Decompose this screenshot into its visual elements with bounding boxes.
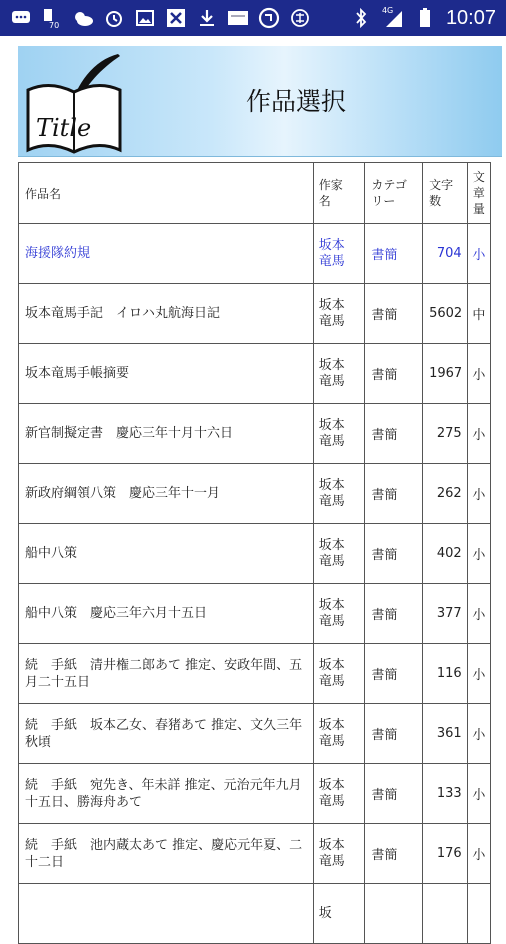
char-count-cell[interactable]: 262 bbox=[423, 464, 468, 524]
author-cell[interactable] bbox=[313, 464, 365, 524]
author-name: 坂本竜馬 bbox=[318, 357, 345, 389]
volume-cell[interactable]: 小 bbox=[467, 584, 490, 644]
volume-cell[interactable] bbox=[467, 884, 490, 944]
network-type-label: 4G bbox=[381, 6, 394, 15]
sync-icon bbox=[258, 7, 280, 29]
work-title-cell[interactable] bbox=[19, 644, 314, 704]
work-title: 坂本竜馬手帳摘要 bbox=[25, 366, 130, 381]
author-cell[interactable] bbox=[313, 764, 365, 824]
author-name: 坂本竜馬 bbox=[318, 597, 345, 629]
char-count-cell[interactable]: 275 bbox=[423, 404, 468, 464]
work-title-cell[interactable] bbox=[19, 344, 314, 404]
author-name: 坂本竜馬 bbox=[318, 417, 345, 449]
category-cell[interactable] bbox=[365, 884, 423, 944]
bluetooth-icon bbox=[350, 7, 372, 29]
author-name: 坂本竜馬 bbox=[318, 837, 345, 869]
signal-icon bbox=[382, 7, 404, 29]
work-title: 坂本竜馬手記 イロハ丸航海日記 bbox=[25, 306, 221, 321]
category-cell[interactable]: 書簡 bbox=[365, 404, 423, 464]
svg-text:70: 70 bbox=[49, 21, 60, 30]
work-title: 海援隊約規 bbox=[25, 246, 91, 261]
svg-text:Title: Title bbox=[36, 114, 92, 142]
work-title: 続 手紙 宛先き、年未詳 推定、元治元年九月十五日、勝海舟あて bbox=[25, 777, 302, 810]
alarm-icon bbox=[103, 7, 125, 29]
author-cell[interactable] bbox=[313, 704, 365, 764]
category-cell[interactable]: 書簡 bbox=[365, 644, 423, 704]
page-title: 作品選択 bbox=[246, 87, 347, 116]
battery-percent-icon bbox=[41, 7, 63, 29]
table-row[interactable] bbox=[19, 404, 491, 464]
works-table-container[interactable] bbox=[18, 162, 491, 921]
work-title: 続 手紙 清井権二郎あて 推定、安政年間、五月二十五日 bbox=[25, 657, 303, 690]
table-row[interactable] bbox=[19, 584, 491, 644]
volume-cell[interactable]: 小 bbox=[467, 704, 490, 764]
author-name: 坂本竜馬 bbox=[318, 297, 345, 329]
category-cell[interactable]: 書簡 bbox=[365, 464, 423, 524]
work-title: 続 手紙 池内蔵太あて 推定、慶応元年夏、二十二日 bbox=[25, 837, 303, 870]
work-title: 新政府綱領八策 慶応三年十一月 bbox=[25, 486, 221, 501]
author-name: 坂本竜馬 bbox=[318, 537, 345, 569]
table-row[interactable] bbox=[19, 464, 491, 524]
category-cell[interactable]: 書簡 bbox=[365, 344, 423, 404]
author-name: 坂本竜馬 bbox=[318, 777, 345, 809]
message-icon bbox=[10, 7, 32, 29]
work-title-cell[interactable] bbox=[19, 704, 314, 764]
column-header-volume[interactable]: 文章量 bbox=[467, 163, 490, 224]
author-cell[interactable] bbox=[313, 404, 365, 464]
work-title-cell[interactable] bbox=[19, 524, 314, 584]
column-header-count[interactable]: 文字数 bbox=[423, 163, 468, 224]
work-title: 船中八策 慶応三年六月十五日 bbox=[25, 606, 208, 621]
header-banner bbox=[18, 46, 502, 157]
author-cell[interactable] bbox=[313, 584, 365, 644]
table-row[interactable] bbox=[19, 884, 491, 944]
author-name: 坂本竜馬 bbox=[318, 657, 345, 689]
gallery-icon bbox=[134, 7, 156, 29]
char-count-cell[interactable]: 402 bbox=[423, 524, 468, 584]
volume-cell[interactable]: 小 bbox=[467, 524, 490, 584]
volume-cell[interactable]: 中 bbox=[467, 284, 490, 344]
author-name: 坂本竜馬 bbox=[318, 237, 345, 269]
volume-cell[interactable]: 小 bbox=[467, 404, 490, 464]
category-cell[interactable]: 書簡 bbox=[365, 224, 423, 284]
char-count-cell[interactable]: 377 bbox=[423, 584, 468, 644]
work-title-cell[interactable] bbox=[19, 224, 314, 284]
work-title: 続 手紙 坂本乙女、春猪あて 推定、文久三年秋頃 bbox=[25, 717, 303, 750]
japanese-app-icon bbox=[289, 7, 311, 29]
x-app-icon bbox=[165, 7, 187, 29]
char-count-cell[interactable] bbox=[423, 884, 468, 944]
work-title-cell[interactable] bbox=[19, 284, 314, 344]
news-icon bbox=[227, 7, 249, 29]
work-title-cell[interactable] bbox=[19, 764, 314, 824]
table-row[interactable] bbox=[19, 344, 491, 404]
battery-icon bbox=[414, 7, 436, 29]
category-cell[interactable]: 書簡 bbox=[365, 764, 423, 824]
table-row[interactable] bbox=[19, 284, 491, 344]
status-bar bbox=[0, 0, 506, 36]
clock: 10:07 bbox=[445, 6, 496, 29]
work-title-cell[interactable] bbox=[19, 464, 314, 524]
category-cell[interactable]: 書簡 bbox=[365, 824, 423, 884]
char-count-cell[interactable]: 133 bbox=[423, 764, 468, 824]
char-count-cell[interactable]: 704 bbox=[423, 224, 468, 284]
work-title-cell[interactable] bbox=[19, 884, 314, 944]
category-cell[interactable]: 書簡 bbox=[365, 284, 423, 344]
column-header-category[interactable]: カテゴリー bbox=[365, 163, 423, 224]
volume-cell[interactable]: 小 bbox=[467, 824, 490, 884]
work-title: 新官制擬定書 慶応三年十月十六日 bbox=[25, 426, 234, 441]
table-row[interactable] bbox=[19, 224, 491, 284]
author-cell[interactable] bbox=[313, 344, 365, 404]
works-table bbox=[18, 162, 491, 944]
category-cell[interactable]: 書簡 bbox=[365, 584, 423, 644]
author-cell[interactable] bbox=[313, 524, 365, 584]
work-title-cell[interactable] bbox=[19, 584, 314, 644]
weather-icon bbox=[72, 7, 94, 29]
column-header-author-label: 作家名 bbox=[318, 178, 343, 208]
column-header-author[interactable] bbox=[313, 163, 365, 224]
table-row[interactable] bbox=[19, 524, 491, 584]
author-name: 坂本竜馬 bbox=[318, 717, 345, 749]
author-cell[interactable] bbox=[313, 824, 365, 884]
title-logo-icon bbox=[24, 50, 124, 152]
author-cell[interactable] bbox=[313, 224, 365, 284]
category-cell[interactable]: 書簡 bbox=[365, 704, 423, 764]
char-count-cell[interactable]: 361 bbox=[423, 704, 468, 764]
work-title-cell[interactable] bbox=[19, 404, 314, 464]
volume-cell[interactable]: 小 bbox=[467, 464, 490, 524]
category-cell[interactable]: 書簡 bbox=[365, 524, 423, 584]
table-row[interactable] bbox=[19, 764, 491, 824]
download-icon bbox=[196, 7, 218, 29]
table-row[interactable] bbox=[19, 824, 491, 884]
author-name: 坂本竜馬 bbox=[318, 477, 345, 509]
table-header-row bbox=[19, 163, 491, 224]
author-cell[interactable] bbox=[313, 884, 365, 944]
volume-cell[interactable]: 小 bbox=[467, 644, 490, 704]
char-count-cell[interactable]: 116 bbox=[423, 644, 468, 704]
author-name: 坂 bbox=[318, 905, 332, 921]
author-cell[interactable] bbox=[313, 284, 365, 344]
author-cell[interactable] bbox=[313, 644, 365, 704]
char-count-cell[interactable]: 5602 bbox=[423, 284, 468, 344]
column-header-title[interactable]: 作品名 bbox=[19, 163, 314, 224]
volume-cell[interactable]: 小 bbox=[467, 764, 490, 824]
volume-cell[interactable]: 小 bbox=[467, 344, 490, 404]
volume-cell[interactable]: 小 bbox=[467, 224, 490, 284]
char-count-cell[interactable]: 176 bbox=[423, 824, 468, 884]
work-title: 船中八策 bbox=[25, 546, 78, 561]
char-count-cell[interactable]: 1967 bbox=[423, 344, 468, 404]
table-row[interactable] bbox=[19, 644, 491, 704]
table-row[interactable] bbox=[19, 704, 491, 764]
work-title-cell[interactable] bbox=[19, 824, 314, 884]
